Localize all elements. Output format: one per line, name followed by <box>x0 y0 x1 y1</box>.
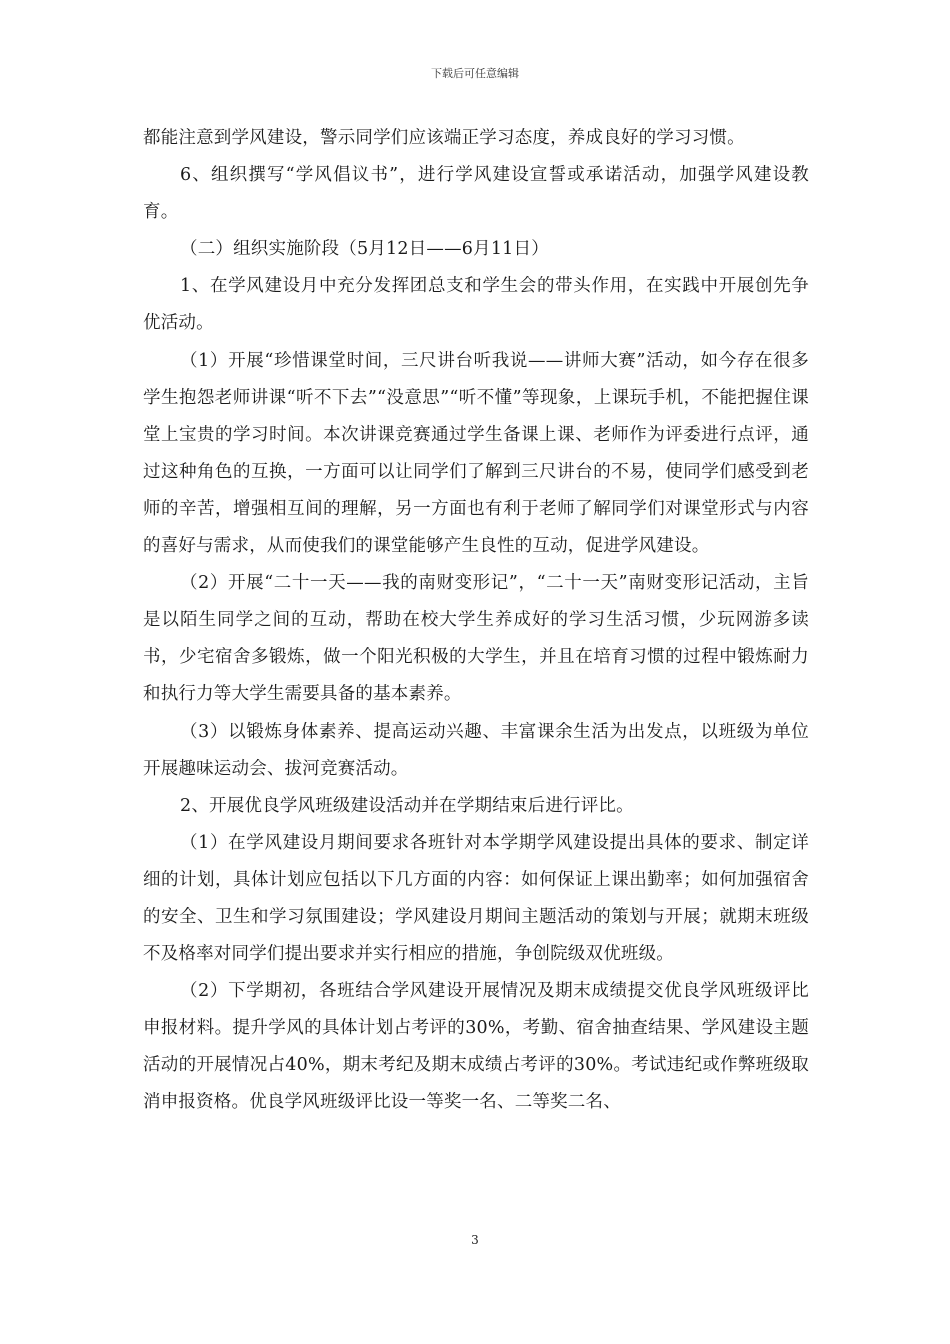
paragraph-5: （1）开展“珍惜课堂时间，三尺讲台听我说——讲师大赛”活动，如今存在很多学生抱怨老师讲课“听不下去”“没意思”“听不懂”等现象，上课玩手机，不能把握住课堂上宝贵的学习时间。本次讲课竞赛通过学生备课上课、老师作为评委进行点评，通过这种角色的互换，一方面可以让同学们了解到三尺讲台的不易，使同学们感受到老师的辛苦，增强相互间的理解，另一方面也有利于老师了解同学们对课堂形式与内容的喜好与需求，从而使我们的课堂能够产生良性的互动，促进学风建设。 <box>143 350 809 557</box>
paragraph-1: 都能注意到学风建设，警示同学们应该端正学习态度，养成良好的学习习惯。 <box>143 128 745 148</box>
paragraph-3: （二）组织实施阶段（5月12日——6月11日） <box>180 239 549 260</box>
page-number: 3 <box>471 1233 479 1247</box>
paragraph-2: 6、组织撰写“学风倡议书”，进行学风建设宣誓或承诺活动，加强学风建设教育。 <box>143 165 809 223</box>
paragraph-8: 2、开展优良学风班级建设活动并在学期结束后进行评比。 <box>180 795 634 816</box>
page-header: 下载后可任意编辑 <box>431 67 519 80</box>
document-body <box>143 120 809 1122</box>
paragraph-4: 1、在学风建设月中充分发挥团总支和学生会的带头作用，在实践中开展创先争优活动。 <box>143 276 809 334</box>
paragraph-9: （1）在学风建设月期间要求各班针对本学期学风建设提出具体的要求、制定详细的计划，具体计划应包括以下几方面的内容：如何保证上课出勤率；如何加强宿舍的安全、卫生和学习氛围建设；学风建设月期间主题活动的策划与开展；就期末班级不及格率对同学们提出要求并实行相应的措施，争创院级双优班级。 <box>143 832 809 965</box>
paragraph-10: （2）下学期初，各班结合学风建设开展情况及期末成绩提交优良学风班级评比申报材料。提升学风的具体计划占考评的30%，考勤、宿舍抽查结果、学风建设主题活动的开展情况占40%，期末考纪及期末成绩占考评的30%。考试违纪或作弊班级取消申报资格。优良学风班级评比设一等奖一名、二等奖二名、 <box>143 981 809 1113</box>
paragraph-6: （2）开展“二十一天——我的南财变形记”，“二十一天”南财变形记活动，主旨是以陌生同学之间的互动，帮助在校大学生养成好的学习生活习惯，少玩网游多读书，少宅宿舍多锻炼，做一个阳光积极的大学生，并且在培育习惯的过程中锻炼耐力和执行力等大学生需要具备的基本素养。 <box>143 573 809 705</box>
paragraph-7: （3）以锻炼身体素养、提高运动兴趣、丰富课余生活为出发点，以班级为单位开展趣味运动会、拔河竞赛活动。 <box>143 721 809 779</box>
